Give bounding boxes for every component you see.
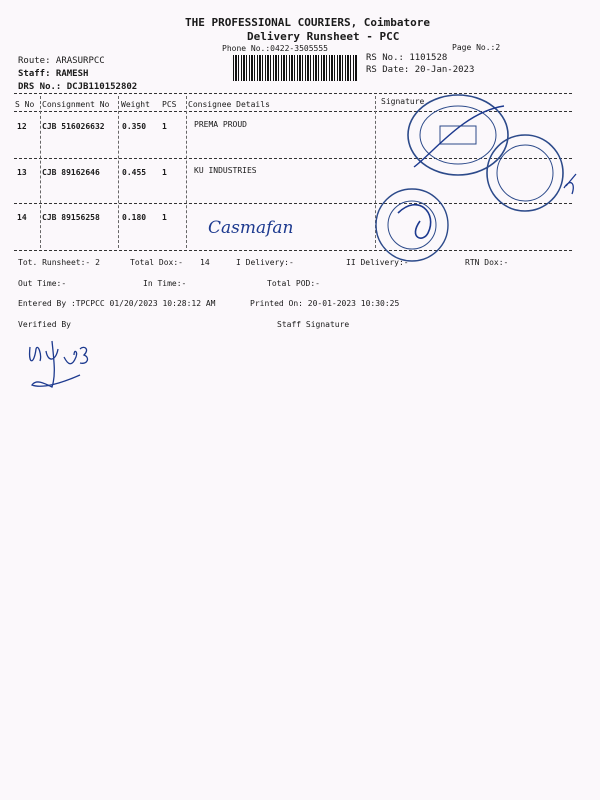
col-header-weight: Weight — [121, 100, 150, 109]
row-consignment: CJB 89156258 — [42, 213, 100, 222]
row-consignee-handwritten: Casmafan — [208, 218, 294, 238]
entered-by: Entered By :TPCPCC 01/20/2023 10:28:12 AM — [18, 299, 216, 308]
col-header-consignee: Consignee Details — [188, 100, 270, 109]
col-header-consignment: Consignment No — [42, 100, 110, 109]
company-name: THE PROFESSIONAL COURIERS, Coimbatore — [185, 16, 431, 29]
col-header-pcs: PCS — [162, 100, 177, 109]
out-time: Out Time:- — [18, 279, 67, 288]
ii-delivery: II Delivery:- — [346, 258, 409, 267]
col-divider — [40, 96, 41, 248]
total-dox-label: Total Dox:- — [130, 258, 183, 267]
table-bottom-rule — [14, 250, 572, 251]
company-stamp-2 — [480, 128, 580, 218]
row-pcs: 1 — [162, 213, 167, 222]
staff: Staff: RAMESH — [18, 69, 89, 79]
row-sno: 14 — [17, 213, 27, 222]
rs-date: RS Date: 20-Jan-2023 — [366, 65, 475, 75]
col-divider — [186, 96, 187, 248]
row-consignment: CJB 89162646 — [42, 168, 100, 177]
page-number: Page No.:2 — [452, 43, 501, 52]
i-delivery: I Delivery:- — [236, 258, 294, 267]
phone-number: Phone No.:0422-3505555 — [222, 44, 328, 53]
row-weight: 0.455 — [122, 168, 147, 177]
tot-runsheet: Tot. Runsheet:- 2 — [18, 258, 100, 267]
total-dox-value: 14 — [200, 258, 210, 267]
row-pcs: 1 — [162, 168, 167, 177]
verifier-signature — [22, 335, 102, 393]
document-title: Delivery Runsheet - PCC — [247, 30, 400, 43]
total-pod: Total POD:- — [267, 279, 320, 288]
route: Route: ARASURPCC — [18, 56, 105, 66]
in-time: In Time:- — [143, 279, 187, 288]
col-header-sno: S No — [15, 100, 35, 109]
row-sno: 12 — [17, 122, 27, 131]
col-divider — [118, 96, 119, 248]
barcode — [233, 55, 358, 81]
verified-by: Verified By — [18, 320, 71, 329]
society-stamp — [368, 183, 460, 267]
staff-signature-label: Staff Signature — [277, 320, 350, 329]
row-consignment: CJB 516026632 — [42, 122, 105, 131]
row-consignee: KU INDUSTRIES — [194, 166, 257, 175]
printed-on: Printed On: 20-01-2023 10:30:25 — [250, 299, 400, 308]
col-header-signature: Signature — [381, 97, 425, 106]
row-weight: 0.180 — [122, 213, 147, 222]
row-sno: 13 — [17, 168, 27, 177]
drs-number: DRS No.: DCJB110152802 — [18, 82, 138, 92]
rtn-dox: RTN Dox:- — [465, 258, 509, 267]
row-weight: 0.350 — [122, 122, 147, 131]
row-pcs: 1 — [162, 122, 167, 131]
rs-number: RS No.: 1101528 — [366, 53, 448, 63]
row-consignee: PREMA PROUD — [194, 120, 247, 129]
